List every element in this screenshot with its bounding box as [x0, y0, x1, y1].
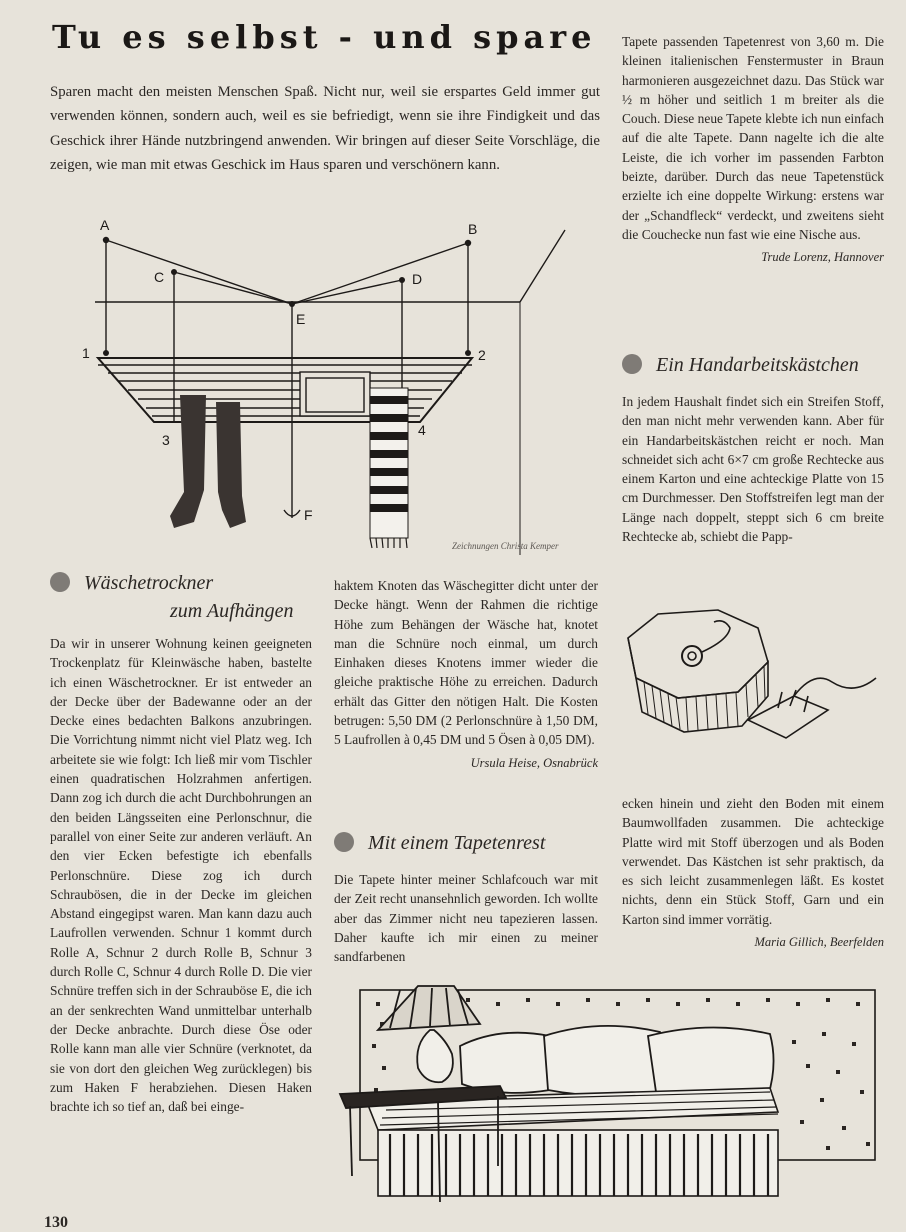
label-B: B: [468, 221, 478, 237]
page-title: Tu es selbst - und spare: [52, 18, 597, 56]
sewing-box-illustration: [618, 600, 888, 780]
label-A: A: [100, 217, 110, 233]
bullet-dot-icon: [50, 572, 70, 592]
bullet-dot-icon: [334, 832, 354, 852]
label-4: 4: [418, 422, 426, 438]
heading-tapetenrest: Mit einem Tapetenrest: [334, 832, 545, 855]
article-text: Tapete passenden Tapetenrest von 3,60 m. Die kleinen italienischen Fenstermuster in Braun harmonieren ausgezeichnet dazu. Das Stück war ½ m höher und seitlich 1 m breiter als die Couch. Diese neue Tapete klebte ich nun einfach auf die alte Tapete. Dann nagelte ich die alte Leiste, die ich vorher im passenden Farbton beizte, darüber. Durch das neue Tapetenstück erzielte ich eine doppelte Wirkung: erstens war der „Schandfleck“ verdeckt, und zweitens sieht die Couchecke nun fast wie eine Nische aus.: [622, 34, 884, 242]
article-kaestchen-part1: [622, 392, 884, 546]
bullet-dot-icon: [622, 354, 642, 374]
article-text: In jedem Haushalt findet sich ein Streifen Stoff, den man nicht mehr verwenden kann. Aber für ein Handarbeitskästchen reicht er noch. Man schneidet sich acht 6×7 cm große Rechtecke aus einem Karton und eine achteckige Platte von 15 cm Durchmesser. Den Stoffstreifen legt man der Länge nach doppelt, steppt sich 6 cm breite Rechtecke ab, schiebt die Papp-: [622, 394, 884, 545]
heading-waeschetrockner-line1: Wäschetrockner: [50, 572, 213, 595]
label-E: E: [296, 311, 306, 327]
label-2: 2: [478, 347, 486, 363]
article-text: haktem Knoten das Wäschegitter dicht unter der Decke hängt. Wenn der Rahmen die richtige Höhe zum Behängen der Wäsche hat, knotet man die Schnüre noch einmal, um durch Einhaken dieses Knotens immer wieder die gleiche praktische Höhe zu erreichen. Dadurch erhält das Gitter den nötigen Halt. Die Kosten betrugen: 5,50 DM (2 Perlonschnüre à 1,50 DM, 5 Laufrollen à 0,45 DM und 5 Ösen à 0,05 DM).: [334, 578, 598, 748]
article-text: Die Tapete hinter meiner Schlafcouch war mit der Zeit recht unansehnlich geworden. Ich wollte aber das Zimmer nicht neu tapezieren lassen. Daher kaufte ich mir einen zu meiner sandfarbenen: [334, 872, 598, 965]
article-waeschetrockner-column1: [50, 634, 312, 1116]
striped-scarf: [370, 388, 408, 548]
couch-corner-illustration: [330, 980, 886, 1205]
label-3: 3: [162, 432, 170, 448]
signature: Maria Gillich, Beerfelden: [754, 935, 884, 950]
article-tapetenrest-part2: [622, 32, 884, 268]
heading-waeschetrockner-line2: zum Aufhängen: [170, 600, 294, 622]
heading-handarbeitskaestchen: Ein Handarbeitskästchen: [622, 354, 859, 377]
label-1: 1: [82, 345, 90, 361]
signature: Ursula Heise, Osnabrück: [470, 755, 598, 770]
signature: Trude Lorenz, Hannover: [761, 250, 884, 265]
illustration-credit: Zeichnungen Christa Kemper: [452, 541, 559, 551]
article-waeschetrockner-column2: [334, 576, 598, 773]
article-tapetenrest-part1: [334, 870, 598, 966]
label-C: C: [154, 269, 165, 285]
page-number: 130: [44, 1214, 68, 1231]
intro-paragraph: Sparen macht den meisten Menschen Spaß. Nicht nur, weil sie erspartes Geld immer gut verwenden können, sondern auch, weil es sie befriedigt, wenn sie ihre Findigkeit und das Geschick ihrer Hände nutzbringend anwenden. Wir bringen auf dieser Seite Vorschläge, die zeigen, wie man mit etwas Geschick im Haus sparen und verschönern kann.: [50, 84, 600, 174]
label-F: F: [304, 507, 313, 523]
article-kaestchen-part2: [622, 794, 884, 952]
label-D: D: [412, 271, 423, 287]
article-text: ecken hinein und zieht den Boden mit einem Baumwollfaden zusammen. Die achteckige Platte wird mit Stoff überzogen und als Boden verwendet. Das Kästchen ist sehr praktisch, da es sich leicht zusammenlegen läßt. Es kostet nichts, denn ein Stück Stoff, Garn und ein Karton sind immer vorrätig.: [622, 796, 884, 927]
drying-rack-illustration: [70, 210, 610, 555]
article-text: Da wir in unserer Wohnung keinen geeigneten Trockenplatz für Kleinwäsche haben, bastelte ich einen Wäschetrockner. Er ist entweder an der Decke über der Badewanne oder an der Decke eines bedachten Balkons anzubringen. Die Vorrichtung nimmt nicht viel Platz weg. Ich arbeitete sie wie folgt: Ich ließ mir vom Tischler einen quadratischen Holzrahmen anfertigen. Dann zog ich durch die acht Durchbohrungen an den beiden Längsseiten eine Perlonschnur, die parallel von einer Seite zur anderen verläuft. An den vier Ecken befestigte ich ebenfalls Perlonschnüre. Diese zog ich durch Schraubösen, die in der Decke im gleichen Abstand eingegipst waren. Man kann dazu auch Laufrollen verwenden. Schnur 1 kommt durch Rolle A, Schnur 2 durch Rolle B, Schnur 3 durch Rolle C, Schnur 4 durch Rolle D. Die vier Schnüre treffen sich in der Schrauböse E, die ich an der senkrechten Wand unmittelbar unterhalb der Decke anbrachte. Durch diese Öse oder Rolle kann man alle vier Schnüre (verknotet, da sie von dort den gleichen Weg zurücklegen) bis zum Haken F herabziehen. Diesen Haken brachte ich so tief an, daß bei einge-: [50, 636, 312, 1115]
